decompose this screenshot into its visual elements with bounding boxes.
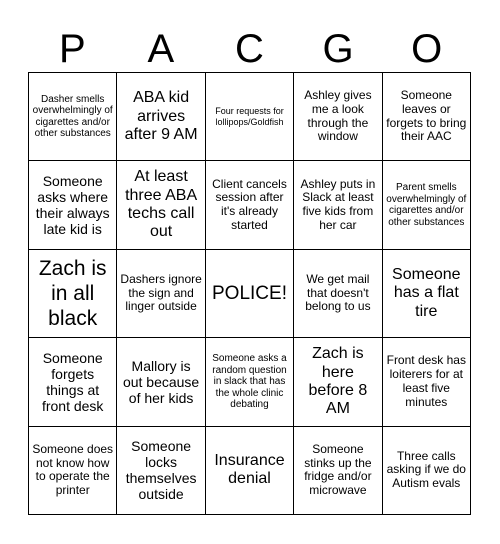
bingo-cell[interactable]: At least three ABA techs call out [117,161,205,249]
bingo-cell[interactable]: Someone forgets things at front desk [29,338,117,426]
bingo-cell[interactable]: Front desk has loiterers for at least five minutes [383,338,471,426]
header-letter-o: O [411,27,443,71]
bingo-cell[interactable]: Four requests for lollipops/Goldfish [206,73,294,161]
bingo-header [28,26,471,72]
bingo-cell[interactable]: Someone stinks up the fridge and/or microwave [294,427,382,515]
bingo-cell[interactable]: Mallory is out because of her kids [117,338,205,426]
bingo-cell[interactable]: Three calls asking if we do Autism evals [383,427,471,515]
bingo-cell[interactable]: Parent smells overwhelmingly of cigarettes and/or other substances [383,161,471,249]
header-letter-a: A [147,27,175,71]
bingo-cell[interactable]: Someone has a flat tire [383,250,471,338]
header-letter-p: P [58,27,86,71]
bingo-cell[interactable]: Someone locks themselves outside [117,427,205,515]
bingo-cell[interactable]: Zach is here before 8 AM [294,338,382,426]
bingo-cell[interactable]: Someone asks a random question in slack that has the whole clinic debating [206,338,294,426]
bingo-cell[interactable]: Insurance denial [206,427,294,515]
header-letter-g: G [322,27,354,71]
bingo-cell[interactable]: Someone does not know how to operate the printer [29,427,117,515]
bingo-cell[interactable]: Ashley puts in Slack at least five kids from her car [294,161,382,249]
bingo-cell[interactable]: Dasher smells overwhelmingly of cigarettes and/or other substances [29,73,117,161]
bingo-cell[interactable]: Ashley gives me a look through the window [294,73,382,161]
bingo-cell[interactable]: ABA kid arrives after 9 AM [117,73,205,161]
header-letter-c: C [235,27,264,71]
bingo-cell[interactable]: POLICE! [206,250,294,338]
bingo-cell[interactable]: Zach is in all black [29,250,117,338]
bingo-grid [28,72,471,515]
bingo-cell[interactable]: Someone asks where their always late kid is [29,161,117,249]
bingo-cell[interactable]: Client cancels session after it's already started [206,161,294,249]
bingo-cell[interactable]: Dashers ignore the sign and linger outside [117,250,205,338]
bingo-cell[interactable]: We get mail that doesn't belong to us [294,250,382,338]
bingo-cell[interactable]: Someone leaves or forgets to bring their AAC [383,73,471,161]
